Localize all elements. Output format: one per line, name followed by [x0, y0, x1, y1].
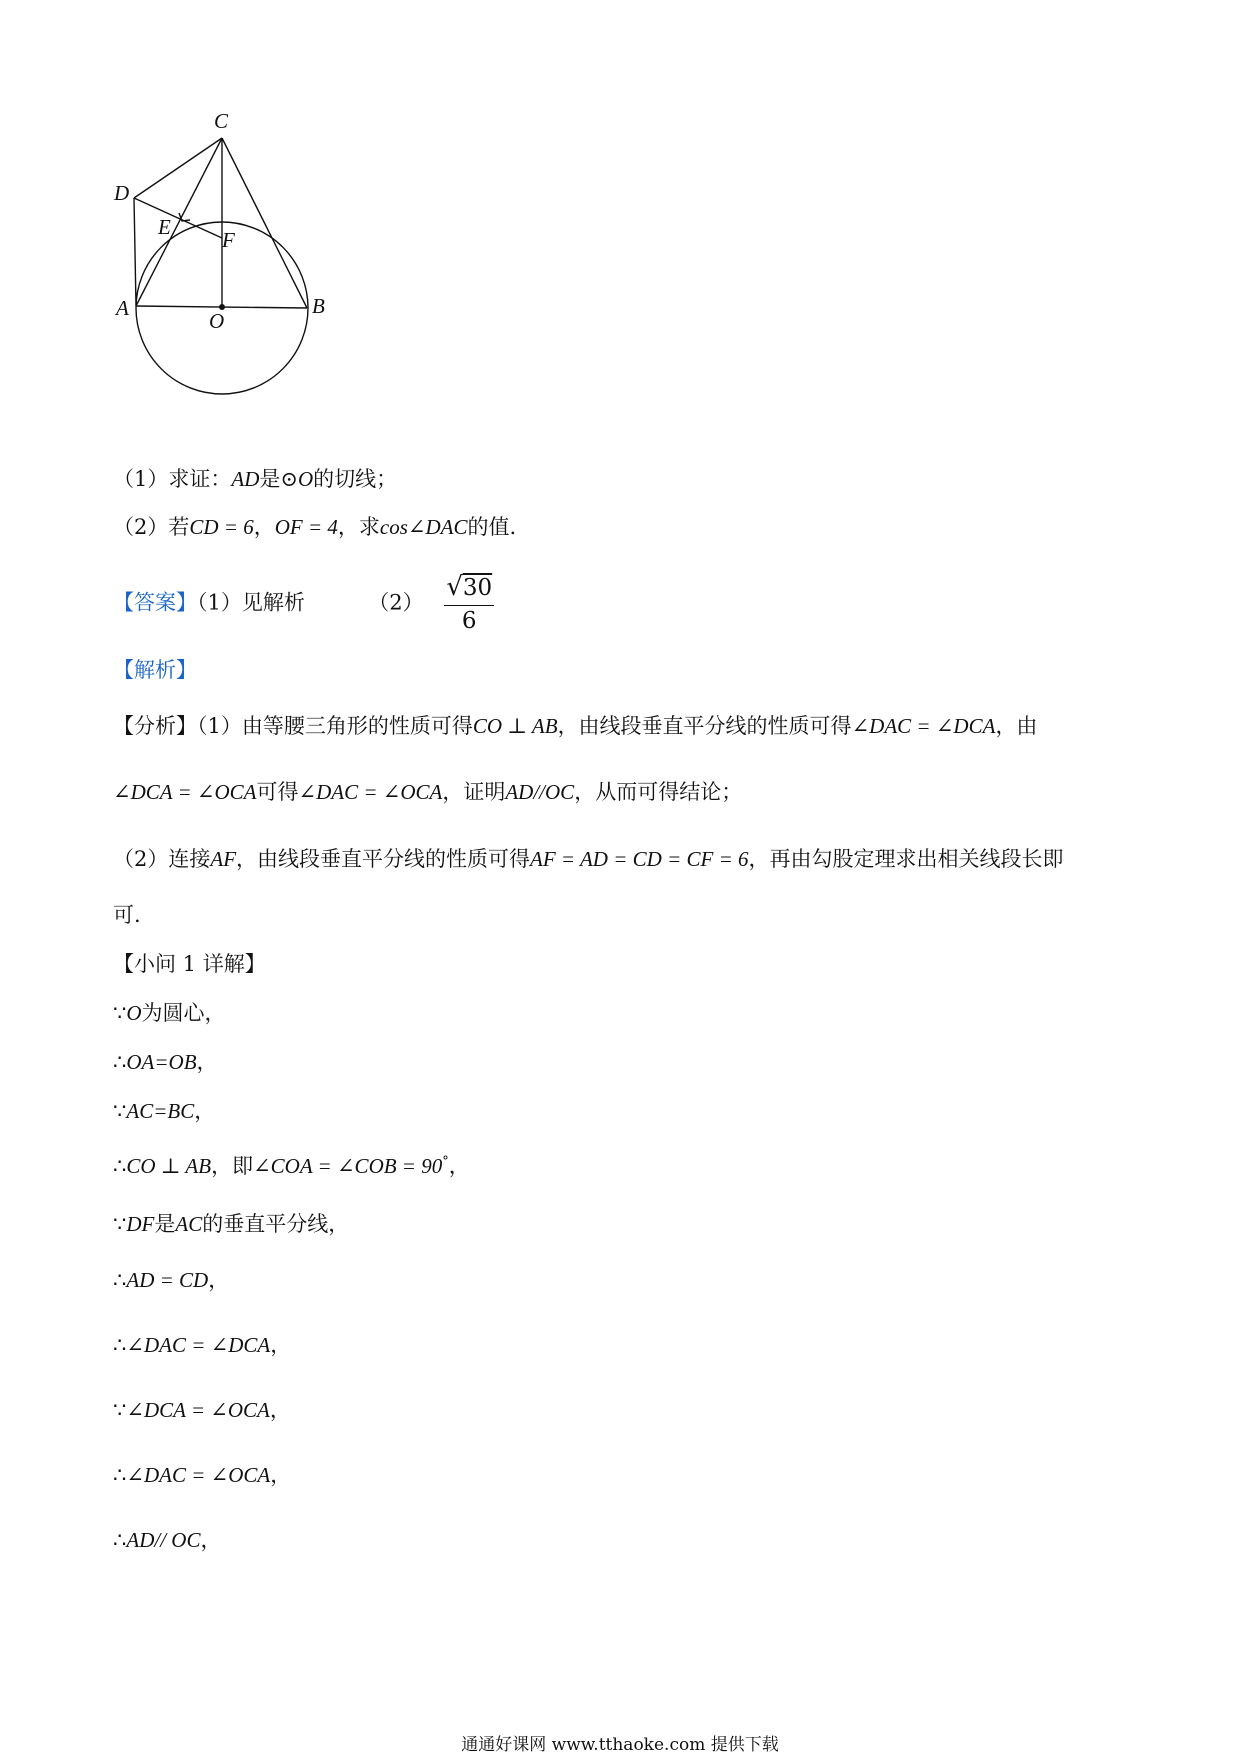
label-e: E	[158, 215, 171, 239]
label-o: O	[209, 309, 225, 333]
segment-ca	[136, 138, 222, 306]
analysis-tag: 【解析】	[113, 658, 197, 682]
label-d: D	[114, 181, 130, 205]
analysis-line-1: 【分析】（1）由等腰三角形的性质可得CO ⊥ AB，由线段垂直平分线的性质可得∠DAC = ∠DCA，由	[113, 714, 1038, 738]
detail-step-3: ∵AC=BC，	[113, 1099, 216, 1123]
label-a: A	[116, 296, 129, 320]
detail-step-9: ∴∠DAC = ∠OCA，	[113, 1463, 292, 1487]
detail-step-4: ∴CO ⊥ AB，即∠COA = ∠COB = 90°，	[113, 1154, 470, 1178]
detail-step-2: ∴OA=OB，	[113, 1050, 218, 1074]
detail-step-5: ∵DF是AC的垂直平分线，	[113, 1212, 350, 1236]
segment-dc	[134, 138, 222, 198]
analysis-line-2: ∠DCA = ∠OCA可得∠DAC = ∠OCA，证明AD//OC，从而可得结论；	[113, 780, 743, 804]
question-1: （1）求证：AD是⊙O的切线；	[113, 467, 398, 491]
segment-da	[134, 198, 136, 306]
answer-fraction: $\frac{√30}{6}$	[446, 572, 493, 635]
label-c: C	[214, 110, 229, 133]
detail-step-6: ∴AD = CD，	[113, 1268, 230, 1292]
answer-row: 【答案】（1）见解析 （2） $\frac{√30}{6}$	[113, 572, 493, 635]
question-2: （2）若CD = 6，OF = 4，求cos∠DAC的值.	[113, 515, 517, 539]
analysis-line-3: （2）连接AF，由线段垂直平分线的性质可得AF = AD = CD = CF = 6，再由勾股定理求出相关线段长即	[113, 847, 1064, 871]
detail-step-8: ∵∠DCA = ∠OCA，	[113, 1398, 291, 1422]
segment-df	[134, 198, 222, 238]
page-footer: 通通好课网 www.tthaoke.com 提供下载	[461, 1735, 779, 1755]
label-b: B	[312, 294, 325, 318]
detail-step-10: ∴AD// OC，	[113, 1528, 222, 1552]
analysis-line-4: 可.	[113, 903, 141, 927]
geometry-figure	[110, 110, 370, 410]
detail-step-7: ∴∠DAC = ∠DCA，	[113, 1333, 292, 1357]
label-f: F	[222, 228, 235, 252]
detail-heading: 【小问 1 详解】	[113, 952, 266, 976]
detail-step-1: ∵O为圆心，	[113, 1001, 226, 1025]
